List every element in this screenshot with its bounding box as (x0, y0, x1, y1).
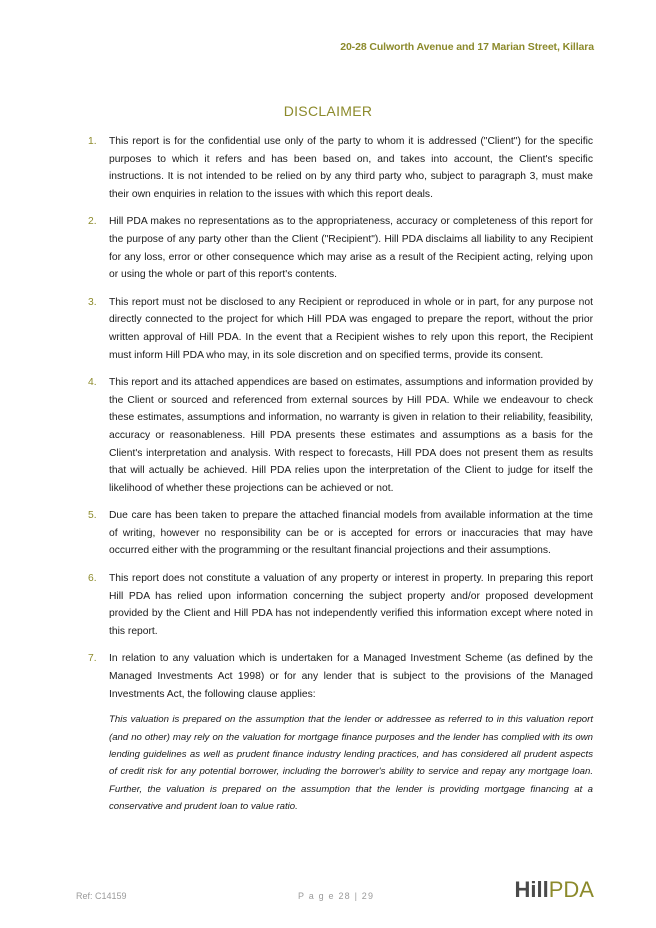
item-text: Due care has been taken to prepare the attached financial models from available information at the time of writing, however no responsibility can be or is accepted for errors or inaccuracies that may have occurred either with the programming or the resultant financial projections and their assumptions. (109, 510, 593, 557)
valuation-clause: This valuation is prepared on the assumption that the lender or addressee as referred to in this valuation report (and no other) may rely on the valuation for mortgage finance purposes and the lender has complied with its own lending guidelines as well as prudent finance industry lending practices, and has considered all prudent aspects of credit risk for any potential borrower, including the borrower's ability to service and repay any mortgage loan. Further, the valuation is prepared on the assumption that the lender is providing mortgage financing at a conservative and prudent loan to value ratio. (109, 714, 593, 813)
disclaimer-item-6 (88, 570, 593, 640)
item-number: 3. (88, 296, 97, 308)
footer-reference: Ref: C14159 (76, 891, 127, 901)
disclaimer-item-3 (88, 294, 593, 364)
page-number: P a g e 28 | 29 (298, 891, 375, 901)
item-number: 7. (88, 653, 97, 665)
item-number: 6. (88, 573, 97, 585)
disclaimer-item-5 (88, 507, 593, 560)
item-text: Hill PDA makes no representations as to the appropriateness, accuracy or completeness of this report for the purpose of any party other than the Client ("Recipient"). Hill PDA disclaims all liability to any Recipient for any loss, error or other consequence which may arise as a result of the Recipient acting, relying upon or using the whole or part of this report's contents. (109, 216, 593, 281)
item-number: 4. (88, 377, 97, 389)
logo-hill-text: Hill (514, 877, 549, 902)
logo-pda-text: PDA (548, 877, 594, 902)
item-text: This report is for the confidential use only of the party to whom it is addressed ("Client") for the specific purposes to which it refers and has been based on, and takes into account, the Client's specific instructions. It is not intended to be relied on by any third party who, subject to paragraph 3, must make their own enquiries in relation to the issues with which this report deals. (109, 136, 593, 200)
item-number: 5. (88, 510, 97, 522)
disclaimer-item-2 (88, 213, 593, 283)
item-text: This report and its attached appendices are based on estimates, assumptions and information provided by the Client or sourced and referenced from external sources by Hill PDA. While we endeavour to check these estimates, assumptions and information, no warranty is given in relation to their reliability, feasibility, accuracy or reasonableness. Hill PDA presents these estimates and assumptions as a basis for the Client's interpretation and analysis. With respect to forecasts, Hill PDA does not present them as results that will actually be achieved. Hill PDA relies upon the interpretation of the Client to judge for itself the likelihood of whether these projections can be achieved or not. (109, 377, 593, 494)
item-text: In relation to any valuation which is undertaken for a Managed Investment Scheme (as defined by the Managed Investments Act 1998) or for any lender that is subject to the provisions of the Managed Investments Act, the following clause applies: (109, 653, 593, 700)
item-number: 2. (88, 216, 97, 228)
hill-pda-logo (515, 877, 594, 903)
disclaimer-list (88, 133, 593, 826)
disclaimer-item-4 (88, 374, 593, 497)
item-text: This report does not constitute a valuation of any property or interest in property. In preparing this report Hill PDA has relied upon information concerning the subject property and/or proposed development provided by the Client and Hill PDA has not independently verified this information except where noted in this report. (109, 573, 593, 637)
item-text: This report must not be disclosed to any Recipient or reproduced in whole or in part, for any purpose not directly connected to the project for which Hill PDA was engaged to prepare the report, without the prior written approval of Hill PDA. In the event that a Recipient wishes to rely upon this report, the Recipient must inform Hill PDA who may, in its sole discretion and on specified terms, provide its consent. (109, 296, 593, 361)
disclaimer-item-1 (88, 133, 593, 203)
disclaimer-item-7 (88, 650, 593, 815)
item-number: 1. (88, 136, 97, 147)
header-address: 20-28 Culworth Avenue and 17 Marian Street, Killara (340, 41, 594, 53)
page-title: DISCLAIMER (283, 103, 373, 119)
